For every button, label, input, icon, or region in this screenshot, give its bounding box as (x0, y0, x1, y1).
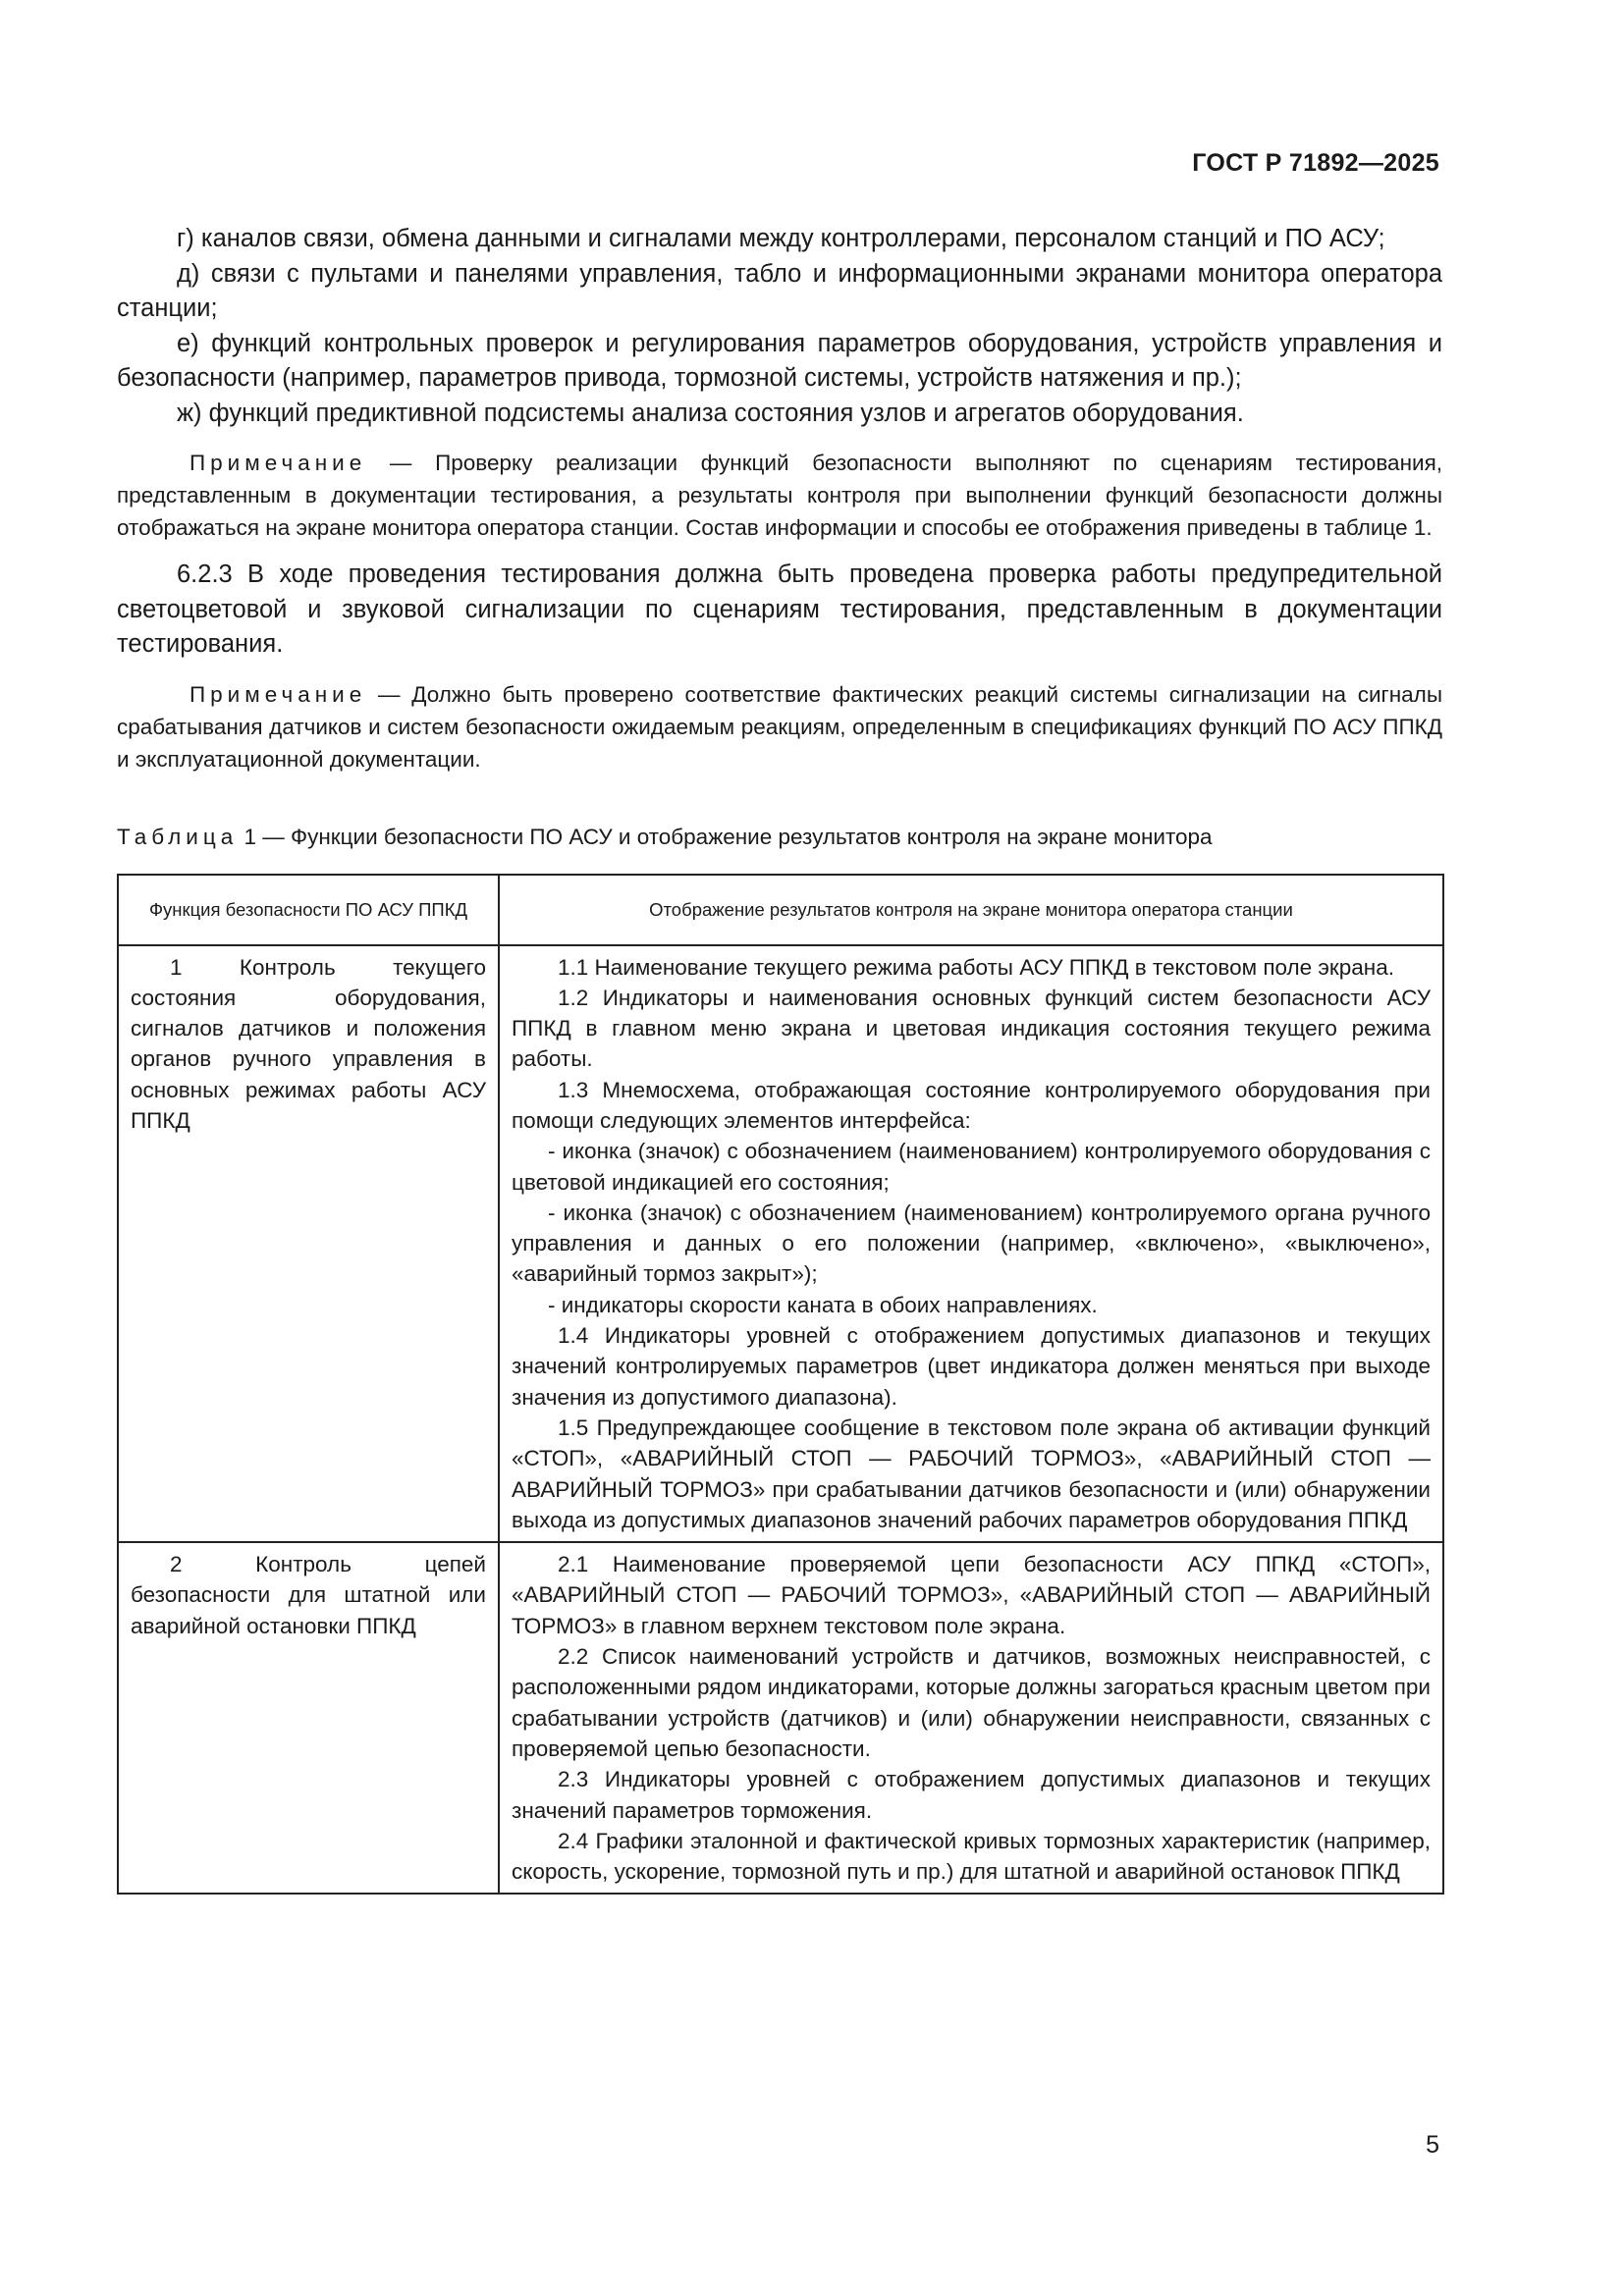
table-cell-function (118, 1542, 499, 1894)
display-subitem: - индикаторы скорости каната в обоих направлениях. (548, 1292, 1098, 1317)
table-header-display: Отображение результатов контроля на экране монитора оператора станции (499, 875, 1443, 945)
table-cell-display (499, 1542, 1443, 1894)
display-item: 2.3 Индикаторы уровней с отображением допустимых диапазонов и текущих значений параметров торможения. (512, 1767, 1431, 1823)
table-caption-text: 1 — Функции безопасности ПО АСУ и отображение результатов контроля на экране монитора (238, 824, 1213, 849)
display-item: 2.2 Список наименований устройств и датчиков, возможных неисправностей, с расположенными рядом индикаторами, которые должны загораться красным цветом при срабатывании устройств (датчиков) и (или) обнаружении неисправности, связанных с проверяемой цепью безопасности. (512, 1644, 1431, 1761)
list-item-zh: ж) функций предиктивной подсистемы анализа состояния узлов и агрегатов оборудования. (177, 399, 1244, 427)
table-cell-function (118, 945, 499, 1543)
note-2 (117, 678, 1442, 775)
function-text: 1 Контроль текущего состояния оборудования, сигналов датчиков и положения органов ручного управления в основных режимах работы АСУ ППКД (131, 954, 486, 1133)
note-text: — Должно быть проверено соответствие фактических реакций системы сигнализации на сигналы срабатывания датчиков и систем безопасности ожидаемым реакциям, определенным в спецификациях функций ПО АСУ ППКД и эксплуатационной документации. (117, 681, 1442, 772)
display-item: 1.2 Индикаторы и наименования основных функций систем безопасности АСУ ППКД в главном меню экрана и цветовая индикация состояния текущего режима работы. (512, 985, 1431, 1072)
page-number: 5 (1426, 2131, 1439, 2159)
display-item: 1.1 Наименование текущего режима работы АСУ ППКД в текстовом поле экрана. (558, 954, 1394, 980)
list-item-d: д) связи с пультами и панелями управления, табло и информационными экранами монитора оператора станции; (117, 259, 1442, 322)
display-item: 2.1 Наименование проверяемой цепи безопасности АСУ ППКД «СТОП», «АВАРИЙНЫЙ СТОП — РАБОЧИЙ ТОРМОЗ», «АВАРИЙНЫЙ СТОП — АВАРИЙНЫЙ ТОРМОЗ» в главном верхнем текстовом поле экрана. (512, 1552, 1431, 1638)
table-cell-display (499, 945, 1443, 1543)
display-item: 2.4 Графики эталонной и фактической кривых тормозных характеристик (например, скорость, ускорение, тормозной путь и пр.) для штатной и аварийной остановок ППКД (512, 1828, 1431, 1885)
standard-header: ГОСТ Р 71892—2025 (1192, 149, 1439, 177)
function-text: 2 Контроль цепей безопасности для штатной или аварийной остановки ППКД (131, 1552, 486, 1638)
display-subitem: - иконка (значок) с обозначением (наименованием) контролируемого органа ручного управления и данных о его положении (например, «включено», «выключено», «аварийный тормоз закрыт»); (512, 1200, 1431, 1287)
table-header-row (118, 875, 1443, 945)
table-caption (117, 823, 1442, 852)
note-1 (117, 447, 1442, 544)
note-text: — Проверку реализации функций безопасности выполняют по сценариям тестирования, представленным в документации тестирования, а результаты контроля при выполнении функций безопасности должны отображаться на экране монитора оператора станции. Состав информации и способы ее отображения приведены в таблице 1. (117, 451, 1442, 540)
display-item: 1.4 Индикаторы уровней с отображением допустимых диапазонов и текущих значений контролируемых параметров (цвет индикатора должен меняться при выходе значения из допустимого диапазона). (512, 1323, 1431, 1410)
table-row (118, 1542, 1443, 1894)
table-row (118, 945, 1443, 1543)
note-label: Примечание (189, 681, 367, 707)
document-body (117, 222, 1442, 1895)
table-header-function: Функция безопасности ПО АСУ ППКД (118, 875, 499, 945)
table-caption-label: Таблица (117, 824, 239, 849)
display-item: 1.3 Мнемосхема, отображающая состояние контролируемого оборудования при помощи следующих элементов интерфейса: (512, 1077, 1431, 1133)
safety-functions-table (117, 874, 1444, 1896)
list-item-g: г) каналов связи, обмена данными и сигналами между контроллерами, персоналом станций и ПО АСУ; (177, 225, 1385, 252)
display-item: 1.5 Предупреждающее сообщение в текстовом поле экрана об активации функций «СТОП», «АВАРИЙНЫЙ СТОП — РАБОЧИЙ ТОРМОЗ», «АВАРИЙНЫЙ СТОП — АВАРИЙНЫЙ ТОРМОЗ» при срабатывании датчиков безопасности и (или) обнаружении выхода из допустимых диапазонов значений рабочих параметров оборудования ППКД (512, 1415, 1431, 1532)
paragraph-6-2-3: 6.2.3 В ходе проведения тестирования должна быть проведена проверка работы предупредительной светоцветовой и звуковой сигнализации по сценариям тестирования, представленным в документации тестирования. (117, 561, 1442, 658)
note-label: Примечание (189, 451, 367, 475)
display-subitem: - иконка (значок) с обозначением (наименованием) контролируемого оборудования с цветовой индикацией его состояния; (512, 1139, 1431, 1195)
list-item-e: е) функций контрольных проверок и регулирования параметров оборудования, устройств управления и безопасности (например, параметров привода, тормозной системы, устройств натяжения и пр.); (117, 329, 1442, 392)
